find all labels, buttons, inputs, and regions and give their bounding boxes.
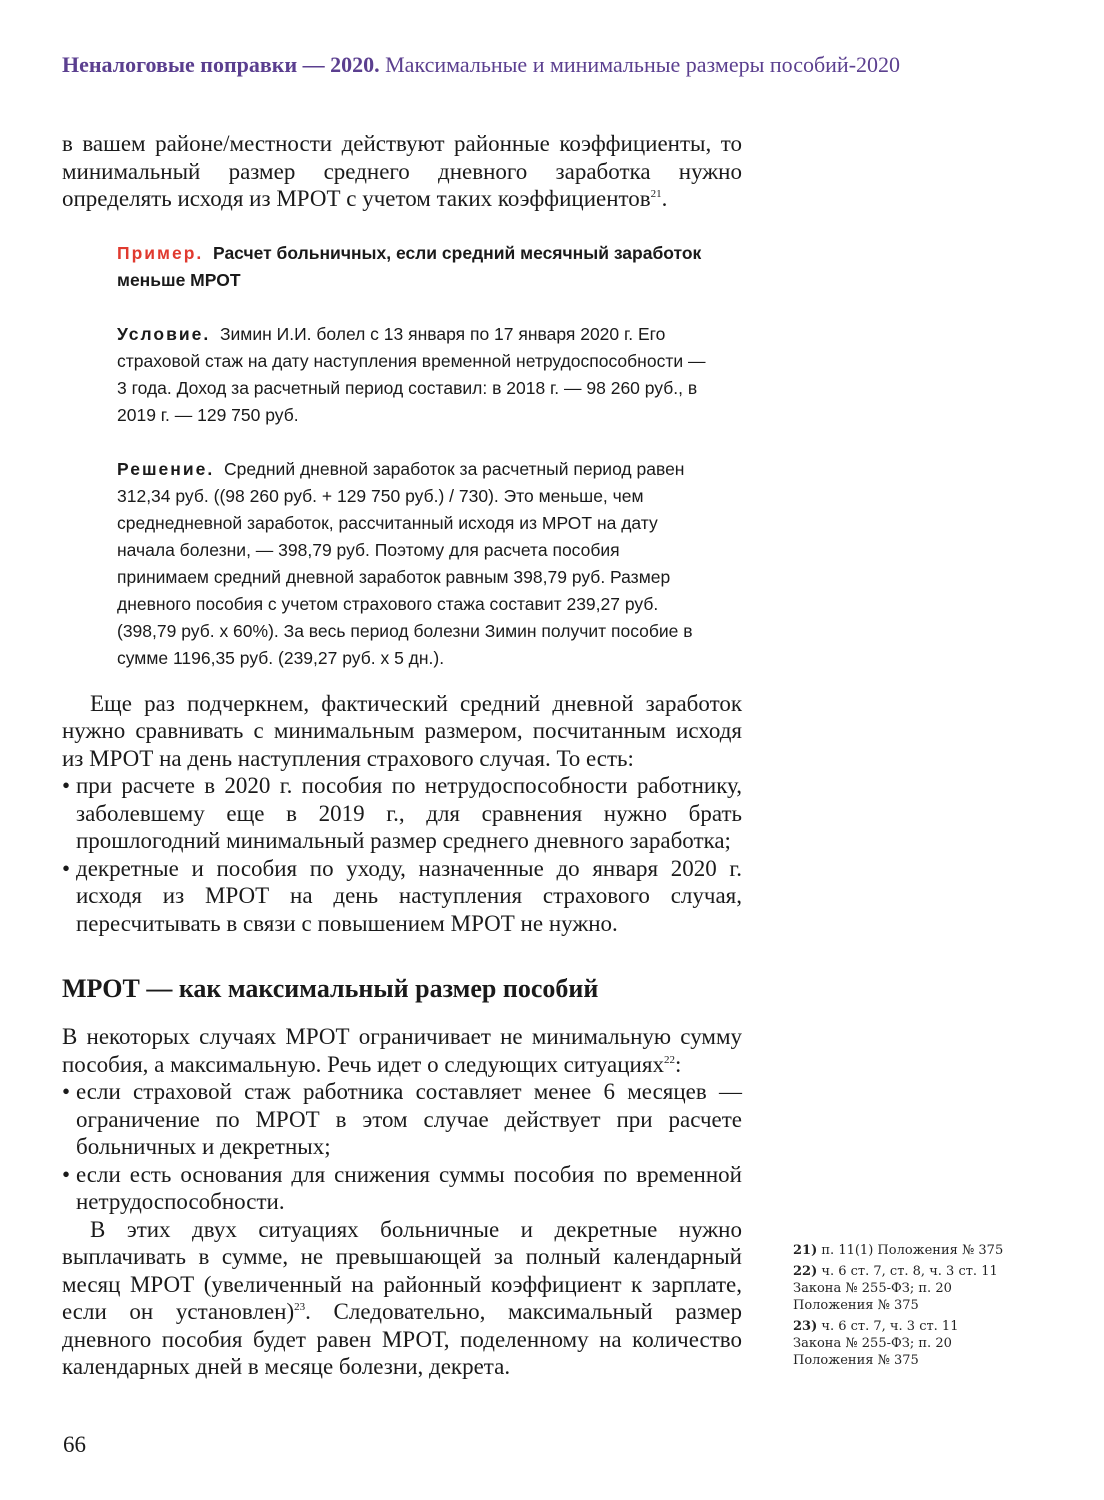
- footnote-ref-23[interactable]: 23: [294, 1301, 306, 1313]
- condition-label: Условие.: [117, 323, 211, 344]
- emphasis-bullet-list: [62, 772, 742, 937]
- section-para2-tail: . Следовательно, максимальный размер дневного пособия будет равен МРОТ, поделенному на количество календарных дней в месяце болезни, декрета.: [62, 1299, 742, 1379]
- section-para1-text: В некоторых случаях МРОТ ограничивает не минимальную сумму пособия, а максимальную. Речь идет о следующих ситуациях: [62, 1024, 742, 1077]
- emphasis-paragraph: Еще раз подчеркнем, фактический средний дневной заработок нужно сравнивать с минимальным размером, посчитанным исходя из МРОТ на день наступления страхового случая. То есть:: [62, 690, 742, 771]
- footnote-23: [793, 1318, 1008, 1369]
- example-box: [117, 240, 707, 672]
- footnote-number: 22): [793, 1264, 818, 1279]
- example-label: Пример.: [117, 242, 204, 263]
- example-title: Расчет больничных, если средний месячный заработок меньше МРОТ: [117, 242, 702, 290]
- running-head: [62, 52, 1022, 78]
- list-item: • декретные и пособия по уходу, назначенные до января 2020 г. исходя из МРОТ на день наступления страхового случая, пересчитывать в связи с повышением МРОТ не нужно.: [62, 855, 742, 938]
- footnote-21: [793, 1242, 1008, 1259]
- section-para1-tail: :: [674, 1051, 682, 1077]
- footnote-text: ч. 6 ст. 7, ст. 8, ч. 3 ст. 11 Закона № 255-ФЗ; п. 20 Положения № 375: [793, 1264, 998, 1313]
- section-para2-text: В этих двух ситуациях больничные и декретные нужно выплачивать в сумме, не превышающей за полный календарный месяц МРОТ (увеличенный на районный коэффициент к зарплате, если он установлен): [62, 1216, 742, 1324]
- footnote-text: п. 11(1) Положения № 375: [821, 1243, 1004, 1258]
- list-item: • если есть основания для снижения суммы пособия по временной нетрудоспособности.: [62, 1161, 742, 1216]
- footnote-ref-21[interactable]: 21: [650, 188, 662, 200]
- example-heading: [117, 240, 707, 294]
- page-number: 66: [63, 1432, 86, 1457]
- main-column: [62, 130, 742, 1381]
- footnote-number: 23): [793, 1319, 818, 1334]
- example-condition: [117, 321, 707, 429]
- section-paragraph-2: [62, 1216, 742, 1381]
- footnote-ref-22[interactable]: 22: [663, 1053, 675, 1066]
- list-item: • при расчете в 2020 г. пособия по нетрудоспособности работнику, заболевшему еще в 2019 г., для сравнения нужно брать прошлогодний минимальный размер среднего дневного заработка;: [62, 772, 742, 855]
- solution-text: Средний дневной заработок за расчетный период равен 312,34 руб. ((98 260 руб. + 129 750 руб.) / 730). Это меньше, чем среднедневной заработок, рассчитанный исходя из МРОТ на дату начала болезни, — 398,79 руб. Поэтому для расчета пособия принимаем средний дневной заработок равным 398,79 руб. Размер дневного пособия с учетом страхового стажа составит 239,27 руб. (398,79 руб. х 60%). За весь период болезни Зимин получит пособие в сумме 1196,35 руб. (239,27 руб. х 5 дн.).: [117, 458, 693, 668]
- list-item: • если страховой стаж работника составляет менее 6 месяцев — ограничение по МРОТ в этом случае действует при расчете больничных и декретных;: [62, 1078, 742, 1161]
- footnotes-sidebar: [793, 1242, 1008, 1373]
- footnote-22: [793, 1263, 1008, 1314]
- example-solution: [117, 456, 707, 672]
- intro-tail: .: [661, 186, 668, 211]
- footnote-number: 21): [793, 1243, 818, 1258]
- condition-text: Зимин И.И. болел с 13 января по 17 января 2020 г. Его страховой стаж на дату наступления временной нетрудоспособности — 3 года. Доход за расчетный период составил: в 2018 г. — 98 260 руб., в 2019 г. — 129 750 руб.: [117, 323, 706, 425]
- running-head-subtitle: Максимальные и минимальные размеры пособий-2020: [385, 52, 901, 77]
- section-bullet-list: [62, 1078, 742, 1216]
- solution-label: Решение.: [117, 458, 215, 479]
- section-heading: МРОТ — как максимальный размер пособий: [62, 974, 599, 1003]
- section-paragraph-1: [62, 1023, 742, 1078]
- footnote-text: ч. 6 ст. 7, ч. 3 ст. 11 Закона № 255-ФЗ; п. 20 Положения № 375: [793, 1319, 959, 1368]
- intro-text: в вашем районе/местности действуют районные коэффициенты, то минимальный размер среднего дневного заработка нужно определять исходя из МРОТ с учетом таких коэффициентов: [62, 131, 742, 211]
- running-head-title: Неналоговые поправки — 2020.: [62, 52, 380, 77]
- intro-paragraph: [62, 130, 742, 213]
